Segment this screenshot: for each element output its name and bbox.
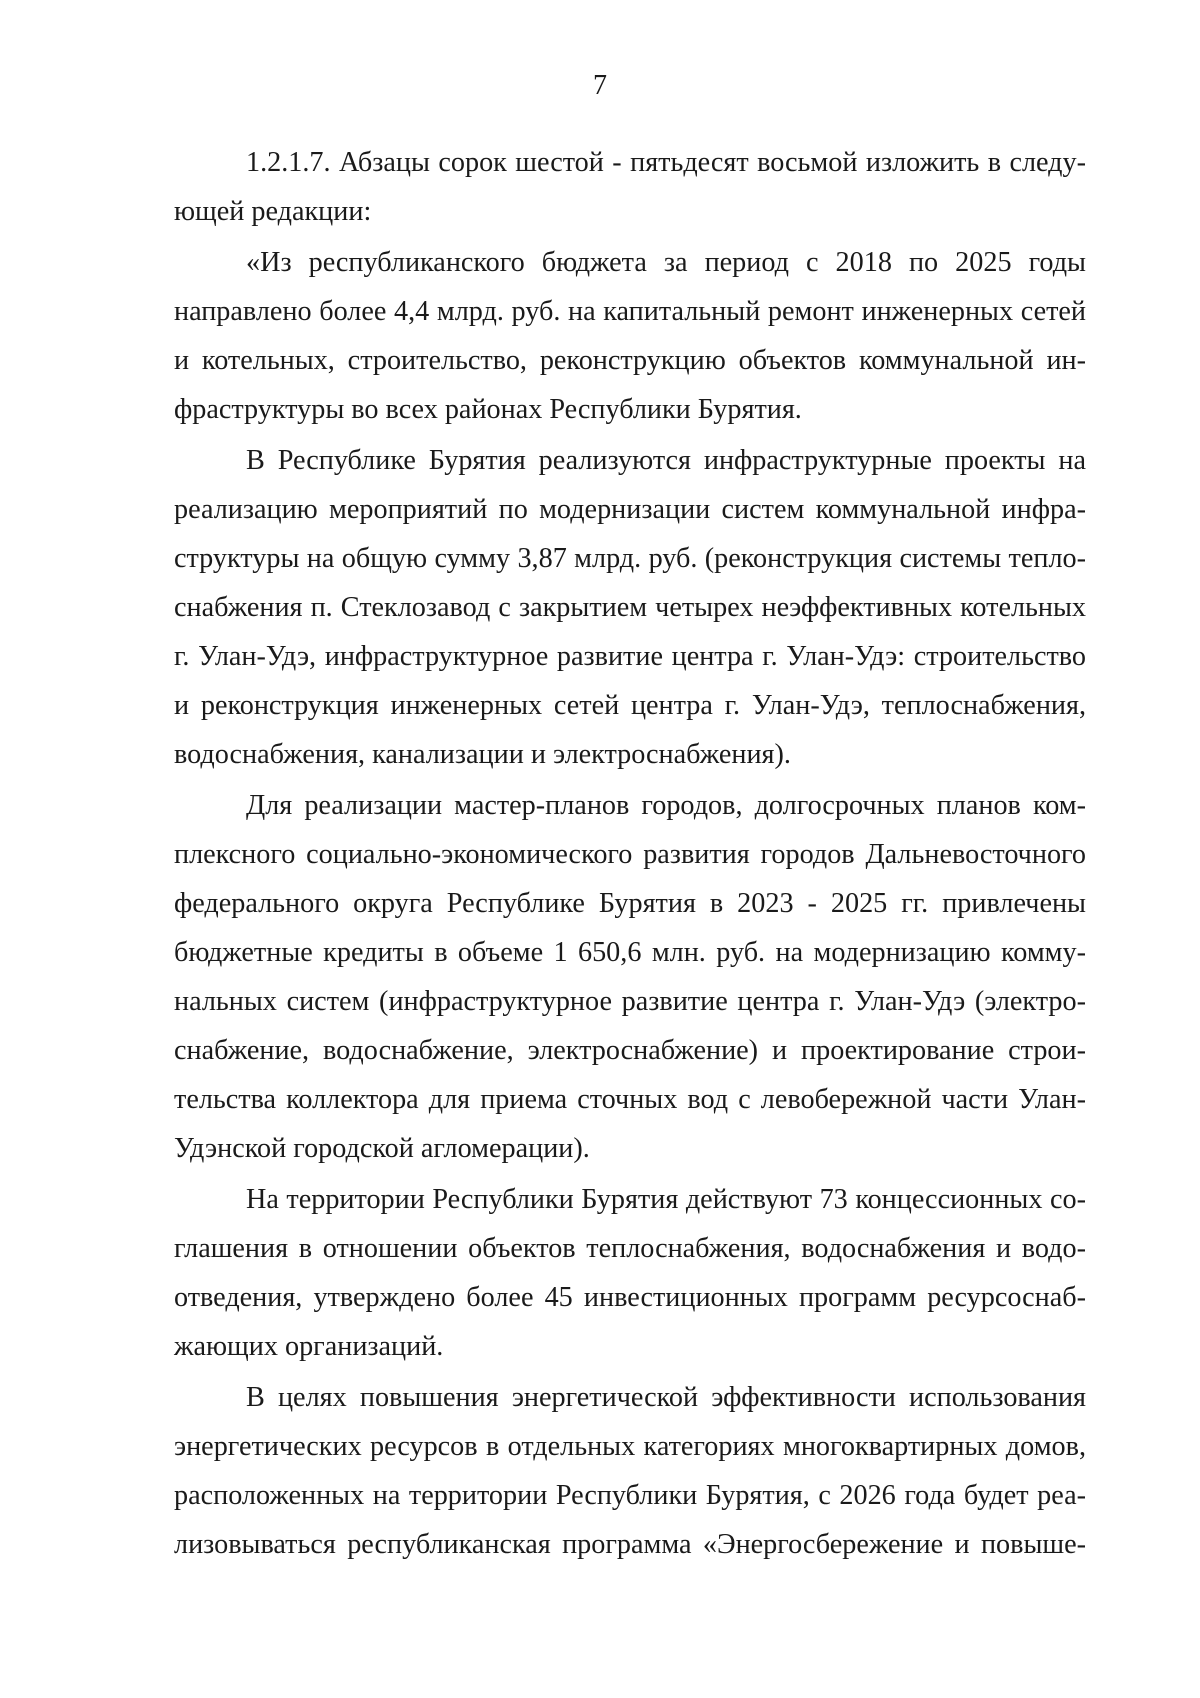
document-body — [174, 138, 1086, 1571]
paragraph-p3 — [174, 436, 1086, 779]
text-line: структуры на общую сумму 3,87 млрд. руб. (реконструкция системы тепло- — [174, 543, 1086, 574]
text-line: реализацию мероприятий по модернизации систем коммунальной инфра- — [174, 494, 1086, 525]
text-line: федерального округа Республике Бурятия в 2023 - 2025 гг. привлечены — [174, 888, 1086, 919]
text-line: лизовываться республиканская программа «Энергосбережение и повыше- — [174, 1529, 1086, 1560]
page-number: 7 — [593, 70, 607, 101]
paragraph-p4 — [174, 781, 1086, 1173]
text-line: глашения в отношении объектов теплоснабжения, водоснабжения и водо- — [174, 1233, 1086, 1264]
text-line: жающих организаций. — [174, 1331, 444, 1362]
text-line: направлено более 4,4 млрд. руб. на капитальный ремонт инженерных сетей — [174, 296, 1086, 327]
text-line: Удэнской городской агломерации). — [174, 1133, 590, 1164]
paragraph-p1 — [174, 138, 1086, 236]
text-line: нальных систем (инфраструктурное развитие центра г. Улан-Удэ (электро- — [174, 986, 1086, 1017]
text-line: плексного социально-экономического развития городов Дальневосточного — [174, 839, 1086, 870]
paragraph-p2 — [174, 238, 1086, 434]
text-line: «Из республиканского бюджета за период с 2018 по 2025 годы — [246, 247, 1086, 278]
paragraph-p6 — [174, 1373, 1086, 1569]
text-line: В целях повышения энергетической эффективности использования — [246, 1382, 1086, 1413]
text-line: ющей редакции: — [174, 196, 372, 227]
text-line: расположенных на территории Республики Бурятия, с 2026 года будет реа- — [174, 1480, 1086, 1511]
text-line: снабжение, водоснабжение, электроснабжение) и проектирование строи- — [174, 1035, 1086, 1066]
text-line: 1.2.1.7. Абзацы сорок шестой - пятьдесят восьмой изложить в следу- — [246, 147, 1086, 178]
text-line: энергетических ресурсов в отдельных категориях многоквартирных домов, — [174, 1431, 1086, 1462]
text-line: и котельных, строительство, реконструкцию объектов коммунальной ин- — [174, 345, 1086, 376]
text-line: тельства коллектора для приема сточных вод с левобережной части Улан- — [174, 1084, 1086, 1115]
text-line: В Республике Бурятия реализуются инфраструктурные проекты на — [246, 445, 1086, 476]
text-line: Для реализации мастер-планов городов, долгосрочных планов ком- — [246, 790, 1086, 821]
text-line: отведения, утверждено более 45 инвестиционных программ ресурсоснаб- — [174, 1282, 1086, 1313]
paragraph-p5 — [174, 1175, 1086, 1371]
text-line: фраструктуры во всех районах Республики Бурятия. — [174, 394, 802, 425]
text-line: бюджетные кредиты в объеме 1 650,6 млн. руб. на модернизацию комму- — [174, 937, 1086, 968]
text-line: водоснабжения, канализации и электроснабжения). — [174, 739, 791, 770]
text-line: и реконструкция инженерных сетей центра г. Улан-Удэ, теплоснабжения, — [174, 690, 1086, 721]
text-line: На территории Республики Бурятия действуют 73 концессионных со- — [246, 1184, 1086, 1215]
text-line: г. Улан-Удэ, инфраструктурное развитие центра г. Улан-Удэ: строительство — [174, 641, 1086, 672]
text-line: снабжения п. Стеклозавод с закрытием четырех неэффективных котельных — [174, 592, 1086, 623]
